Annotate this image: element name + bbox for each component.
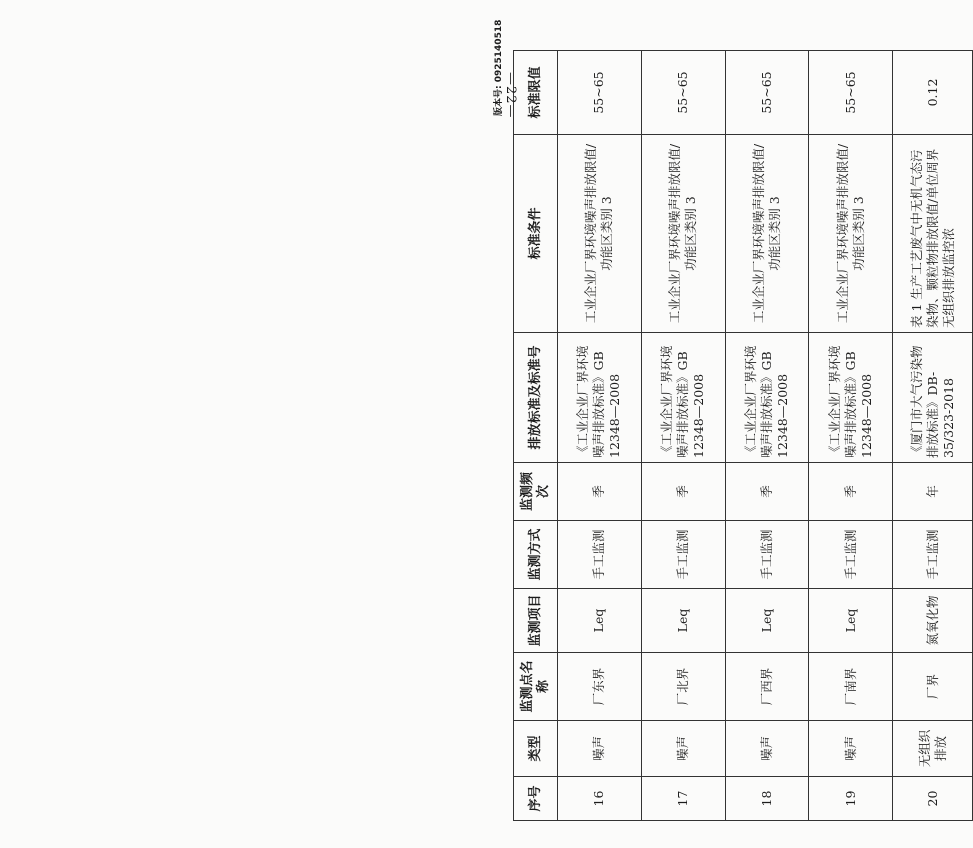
table-row xyxy=(558,51,642,821)
cell-limit: 55~65 xyxy=(641,51,725,135)
cell-point: 厂北界 xyxy=(641,653,725,721)
cell-type: 噪声 xyxy=(725,721,809,777)
cell-method: 手工监测 xyxy=(893,521,973,589)
page-number: —22— xyxy=(503,72,518,119)
table-header-row xyxy=(514,51,558,821)
cell-point: 厂西界 xyxy=(725,653,809,721)
cell-freq: 年 xyxy=(893,463,973,521)
cell-standard: 《工业企业厂界环境噪声排放标准》GB 12348—2008 xyxy=(558,333,642,463)
cell-point: 厂界 xyxy=(893,653,973,721)
cell-seq: 18 xyxy=(725,777,809,821)
cell-method: 手工监测 xyxy=(641,521,725,589)
cell-freq: 季 xyxy=(558,463,642,521)
cell-standard: 《工业企业厂界环境噪声排放标准》GB 12348—2008 xyxy=(725,333,809,463)
cell-limit: 55~65 xyxy=(558,51,642,135)
cell-condition: 工业企业厂界环境噪声排放限值/功能区类别 3 xyxy=(558,135,642,333)
cell-standard: 《工业企业厂界环境噪声排放标准》GB 12348—2008 xyxy=(641,333,725,463)
cell-type: 噪声 xyxy=(641,721,725,777)
cell-limit: 0.12 xyxy=(893,51,973,135)
cell-method: 手工监测 xyxy=(558,521,642,589)
header-freq: 监测频次 xyxy=(514,463,558,521)
header-seq: 序号 xyxy=(514,777,558,821)
header-condition: 标准条件 xyxy=(514,135,558,333)
cell-standard: 《厦门市大气污染物排放标准》DB-35/323-2018 xyxy=(893,333,973,463)
cell-type: 无组织排放 xyxy=(893,721,973,777)
version-label: 版本号: 0925140518 xyxy=(494,19,504,116)
cell-freq: 季 xyxy=(725,463,809,521)
cell-condition: 工业企业厂界环境噪声排放限值/功能区类别 3 xyxy=(641,135,725,333)
cell-limit: 55~65 xyxy=(725,51,809,135)
header-item: 监测项目 xyxy=(514,589,558,653)
header-standard: 排放标准及标准号 xyxy=(514,333,558,463)
cell-freq: 季 xyxy=(641,463,725,521)
cell-item: Leq xyxy=(641,589,725,653)
cell-method: 手工监测 xyxy=(725,521,809,589)
cell-type: 噪声 xyxy=(558,721,642,777)
table-row xyxy=(641,51,725,821)
header-point: 监测点名称 xyxy=(514,653,558,721)
cell-freq: 季 xyxy=(809,463,893,521)
cell-item: 氮氧化物 xyxy=(893,589,973,653)
cell-method: 手工监测 xyxy=(809,521,893,589)
cell-point: 厂东界 xyxy=(558,653,642,721)
monitoring-table xyxy=(513,50,973,821)
cell-standard: 《工业企业厂界环境噪声排放标准》GB 12348—2008 xyxy=(809,333,893,463)
cell-condition: 工业企业厂界环境噪声排放限值/功能区类别 3 xyxy=(725,135,809,333)
cell-item: Leq xyxy=(809,589,893,653)
cell-limit: 55~65 xyxy=(809,51,893,135)
cell-item: Leq xyxy=(725,589,809,653)
cell-seq: 19 xyxy=(809,777,893,821)
cell-point: 厂南界 xyxy=(809,653,893,721)
table-row xyxy=(809,51,893,821)
header-type: 类型 xyxy=(514,721,558,777)
table-row xyxy=(725,51,809,821)
cell-type: 噪声 xyxy=(809,721,893,777)
header-method: 监测方式 xyxy=(514,521,558,589)
cell-seq: 16 xyxy=(558,777,642,821)
header-limit: 标准限值 xyxy=(514,51,558,135)
cell-condition: 工业企业厂界环境噪声排放限值/功能区类别 3 xyxy=(809,135,893,333)
cell-seq: 20 xyxy=(893,777,973,821)
cell-seq: 17 xyxy=(641,777,725,821)
cell-condition: 表 1 生产工艺废气中无机气态污染物、颗粒物排放限值/单位周界无组织排放监控浓 xyxy=(893,135,973,333)
table-row xyxy=(893,51,973,821)
cell-item: Leq xyxy=(558,589,642,653)
